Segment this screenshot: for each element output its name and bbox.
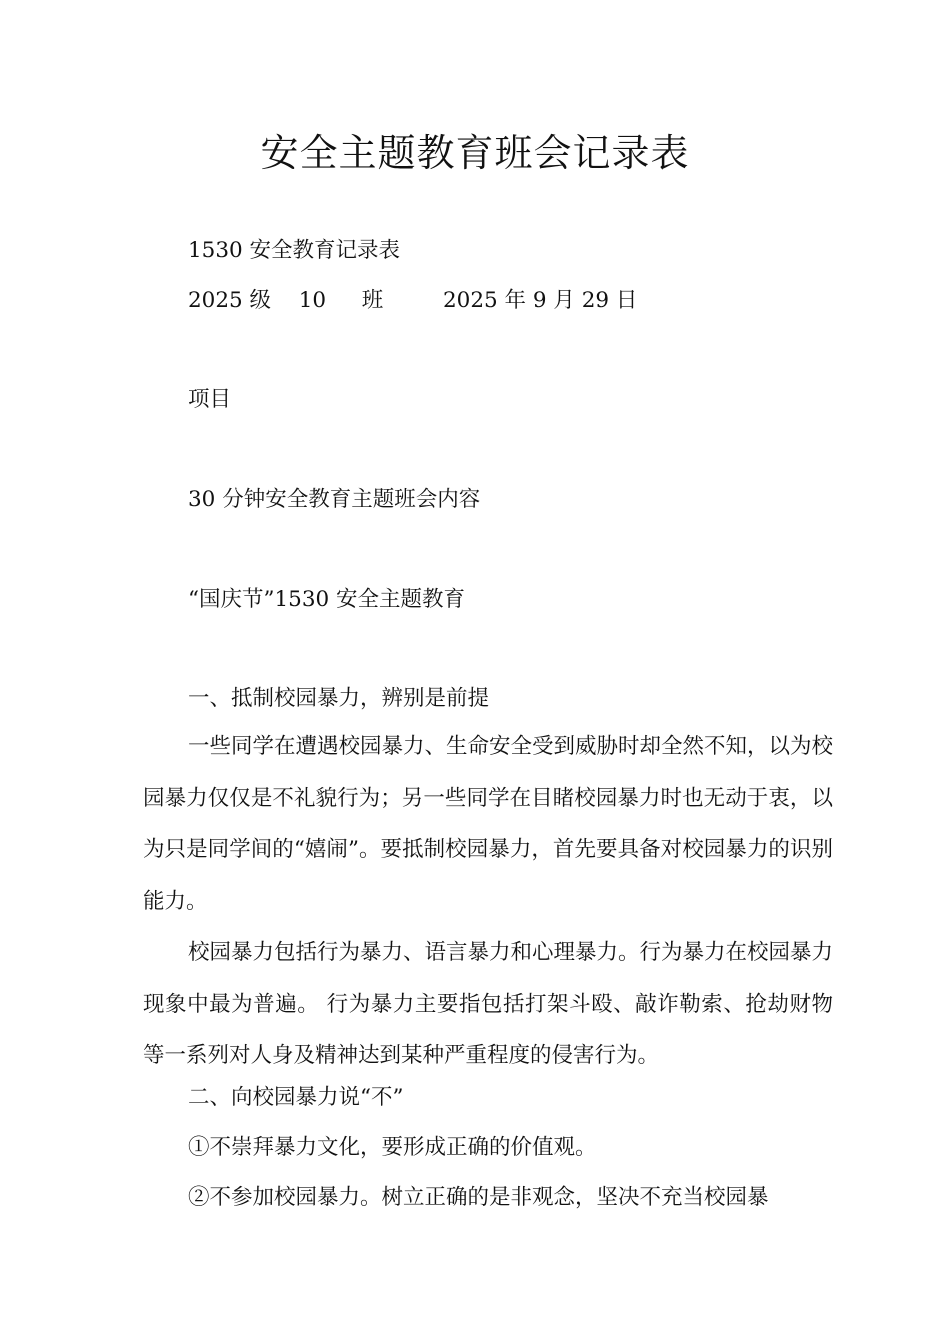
record-subtitle: 1530 安全教育记录表: [188, 238, 401, 263]
section2-item-1: ①不崇拜暴力文化，要形成正确的价值观。: [188, 1135, 597, 1160]
class-date-line: [188, 286, 637, 316]
section2-item-2: ②不参加校园暴力。树立正确的是非观念，坚决不充当校园暴: [188, 1185, 769, 1210]
item-label: 项目: [188, 387, 232, 412]
content-label: 30 分钟安全教育主题班会内容: [188, 487, 481, 512]
grade-label: 2025 级: [188, 288, 272, 313]
section2-heading: 二、向校园暴力说“不”: [188, 1085, 404, 1110]
class-number: 10: [298, 288, 327, 313]
topic-line: “国庆节”1530 安全主题教育: [188, 587, 466, 612]
section1-paragraph-1: 一些同学在遭遇校园暴力、生命安全受到威胁时却全然不知，以为校园暴力仅仅是不礼貌行为；另一些同学在目睹校园暴力时也无动于衷，以为只是同学间的“嬉闹”。要抵制校园暴力，首先要具备对校园暴力的识别能力。: [143, 734, 834, 914]
class-word: 班: [361, 288, 384, 313]
section1-heading: 一、抵制校园暴力，辨别是前提: [188, 686, 490, 711]
document-title: 安全主题教育班会记录表: [260, 131, 690, 175]
record-date: 2025 年 9 月 29 日: [443, 288, 638, 313]
section1-paragraph-2: 校园暴力包括行为暴力、语言暴力和心理暴力。行为暴力在校园暴力现象中最为普遍。 行为暴力主要指包括打架斗殴、敲诈勒索、抢劫财物等一系列对人身及精神达到某种严重程度的侵害行为。: [143, 940, 834, 1069]
